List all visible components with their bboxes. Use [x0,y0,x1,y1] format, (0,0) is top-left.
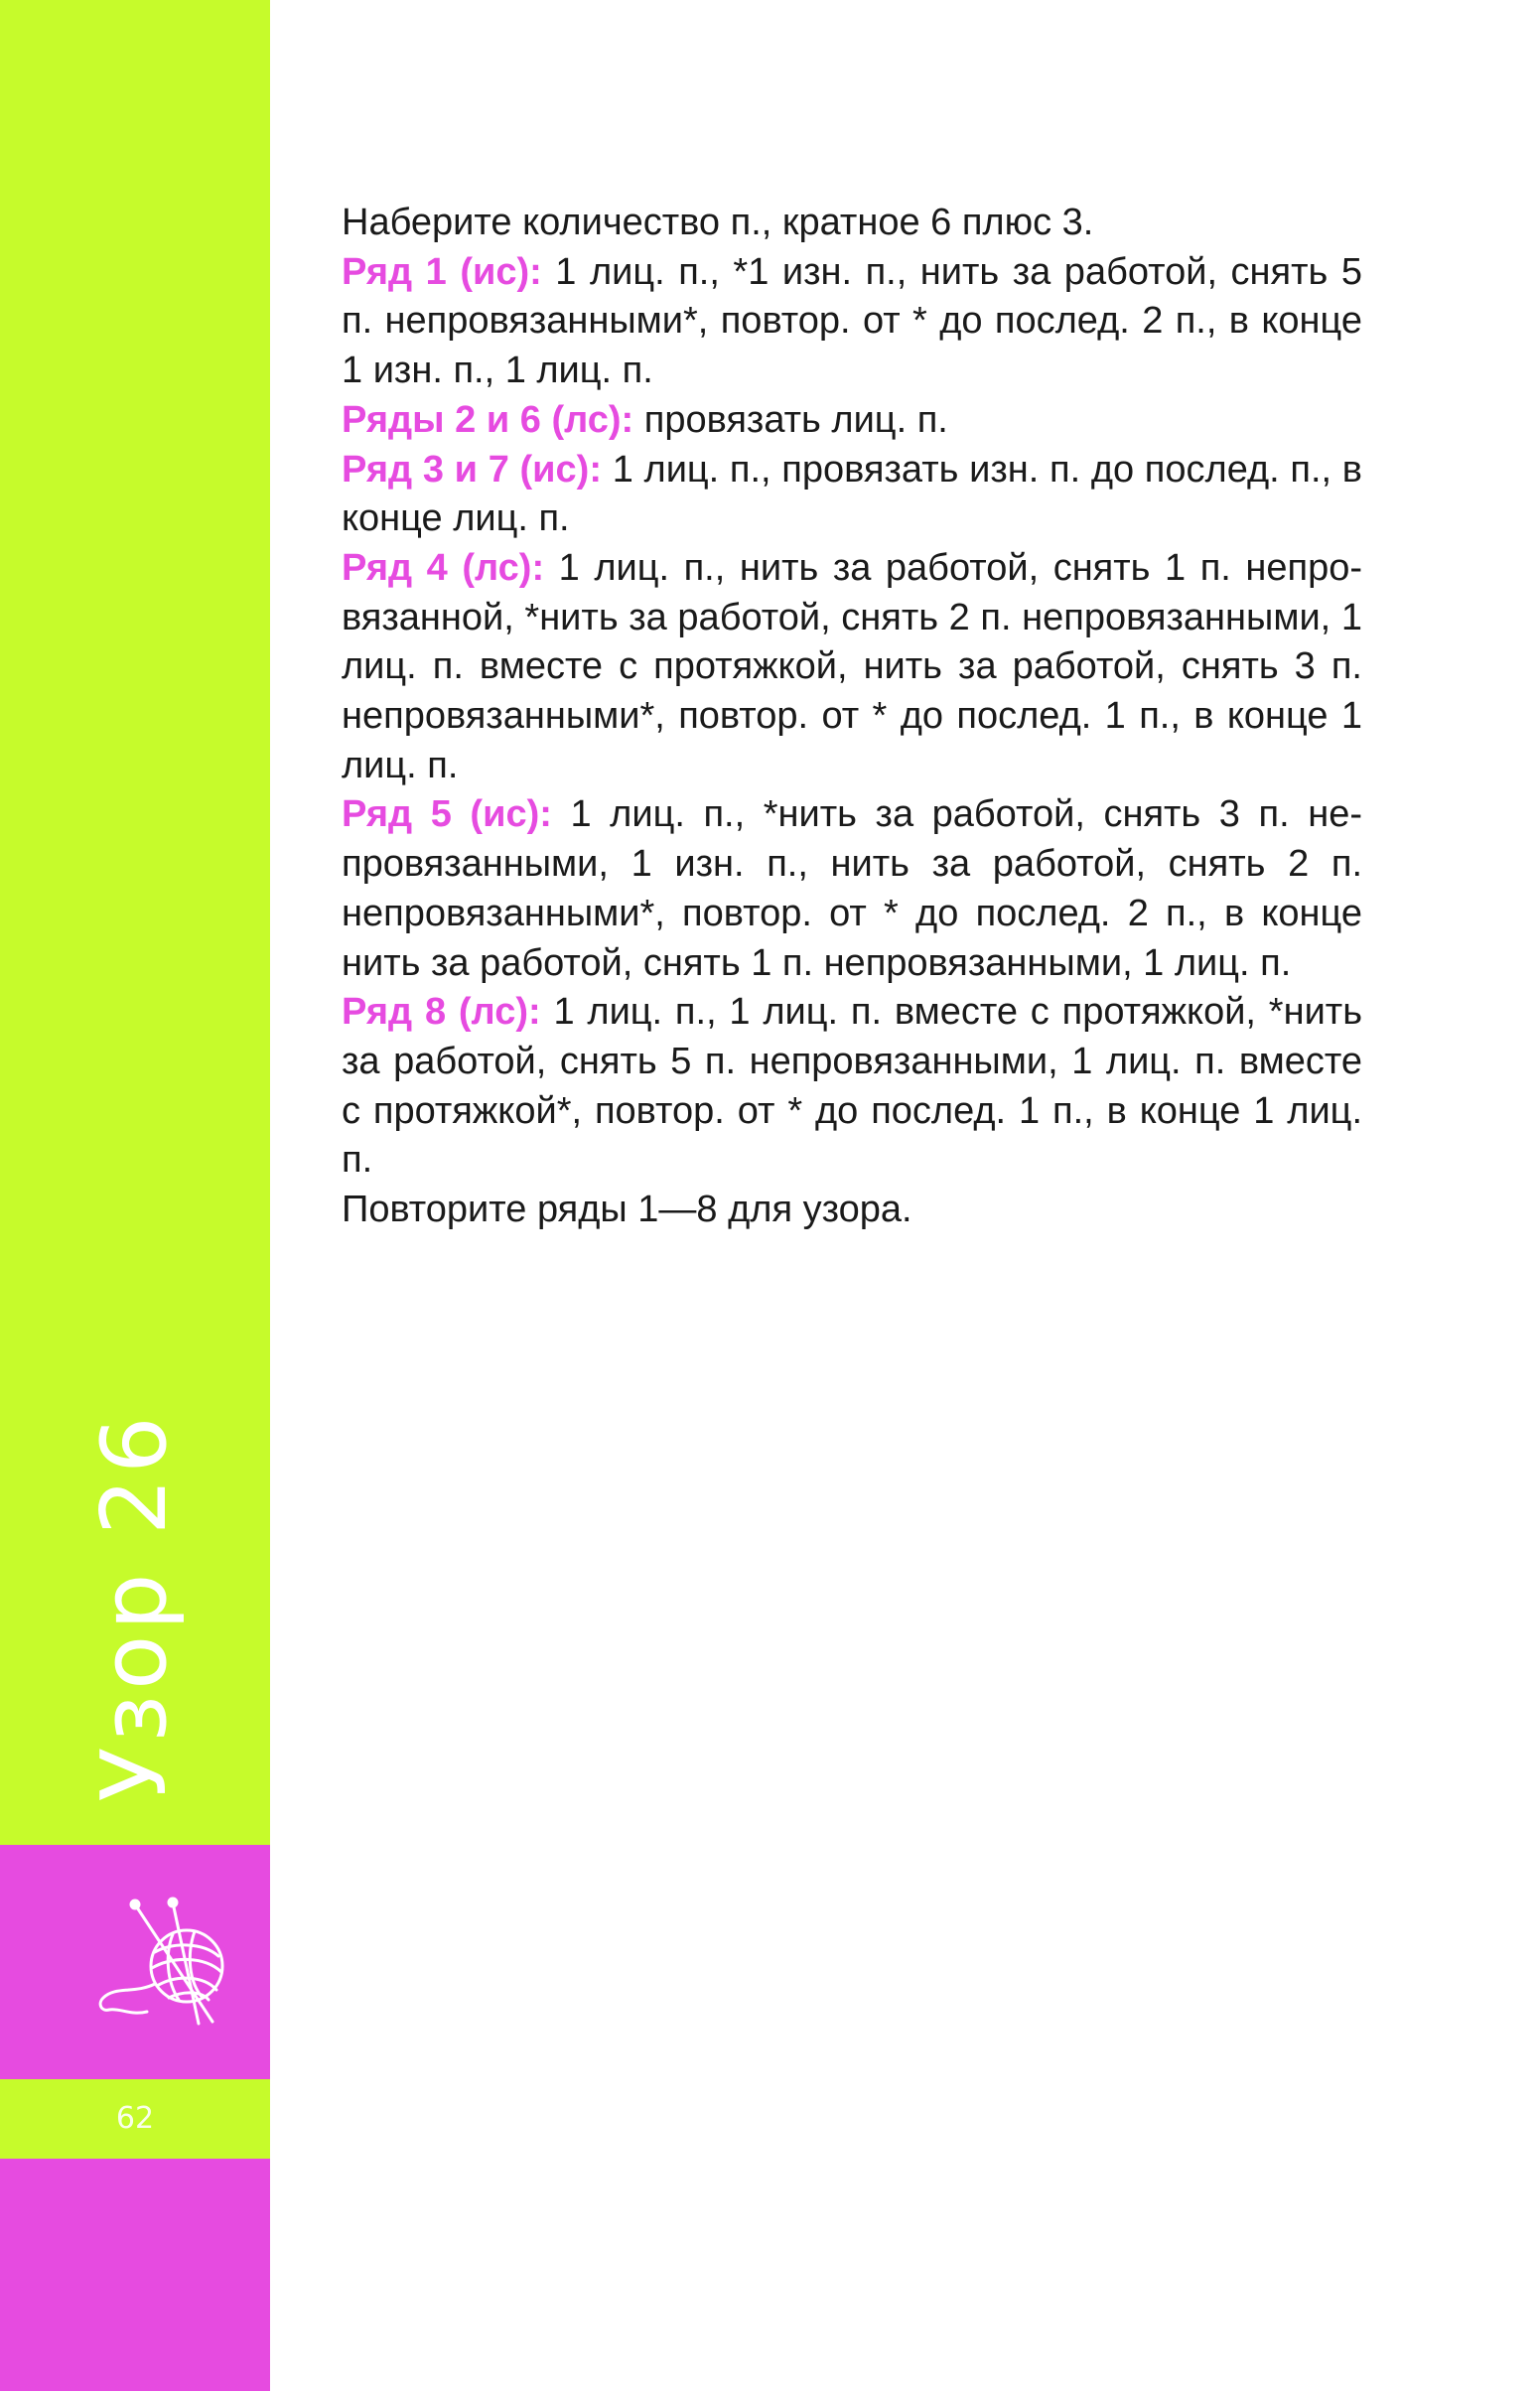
intro-text: Наберите количество п., кратное 6 плюс 3. [342,202,1094,243]
section-title: Узор 26 [82,1411,187,1802]
row-instruction [342,988,1362,1186]
row-instruction [342,396,1362,446]
page-number: 62 [115,2101,155,2136]
sidebar [0,0,270,2391]
row-text: 1 лиц. п., провязать изн. п. до послед. п., в конце лиц. п. [342,448,1362,540]
row-instruction [342,248,1362,396]
row-instruction [342,790,1362,988]
row-label: Ряды 2 и 6 (лс): [342,398,634,441]
row-text: 1 лиц. п., *1 изн. п., нить за работой, снять 5 п. непровязанными*, повтор. от * до послед. 2 п., в конце 1 изн. п., 1 лиц. п. [342,250,1362,392]
row-label: Ряд 8 (лс): [342,991,541,1034]
sidebar-bottom-band [0,2159,270,2391]
row-label: Ряд 4 (лс): [342,546,545,589]
row-label: Ряд 5 (ис): [342,793,552,836]
row-label: Ряд 1 (ис): [342,250,542,293]
row-label: Ряд 3 и 7 (ис): [342,448,602,491]
row-instruction [342,544,1362,791]
pattern-instructions [342,199,1362,1235]
row-text: 1 лиц. п., *нить за работой, снять 3 п. непровязанными, 1 изн. п., нить за работой, снять 2 п. непровязанными*, повтор. от * до послед. 2 п., в конце нить за работой, снять 1 п. непровязанными, 1 лиц. п. [342,793,1362,984]
row-instruction [342,446,1362,544]
yarn-ball-with-needles-icon [95,1895,244,2034]
row-text: 1 лиц. п., нить за работой, снять 1 п. непровязанной, *нить за работой, снять 2 п. непровязанными, 1 лиц. п. вместе с протяжкой, нить за работой, снять 3 п. непровязанными*, повтор. от * до послед. 1 п., в конце 1 лиц. п. [342,546,1362,786]
row-text: 1 лиц. п., 1 лиц. п. вместе с протяжкой, *нить за работой, снять 5 п. непровязанными, 1 лиц. п. вместе с протяжкой*, повтор. от * до послед. 1 п., в конце 1 лиц. п. [342,991,1363,1182]
row-text: провязать лиц. п. [633,398,948,441]
outro-text: Повторите ряды 1—8 для узора. [342,1189,912,1231]
